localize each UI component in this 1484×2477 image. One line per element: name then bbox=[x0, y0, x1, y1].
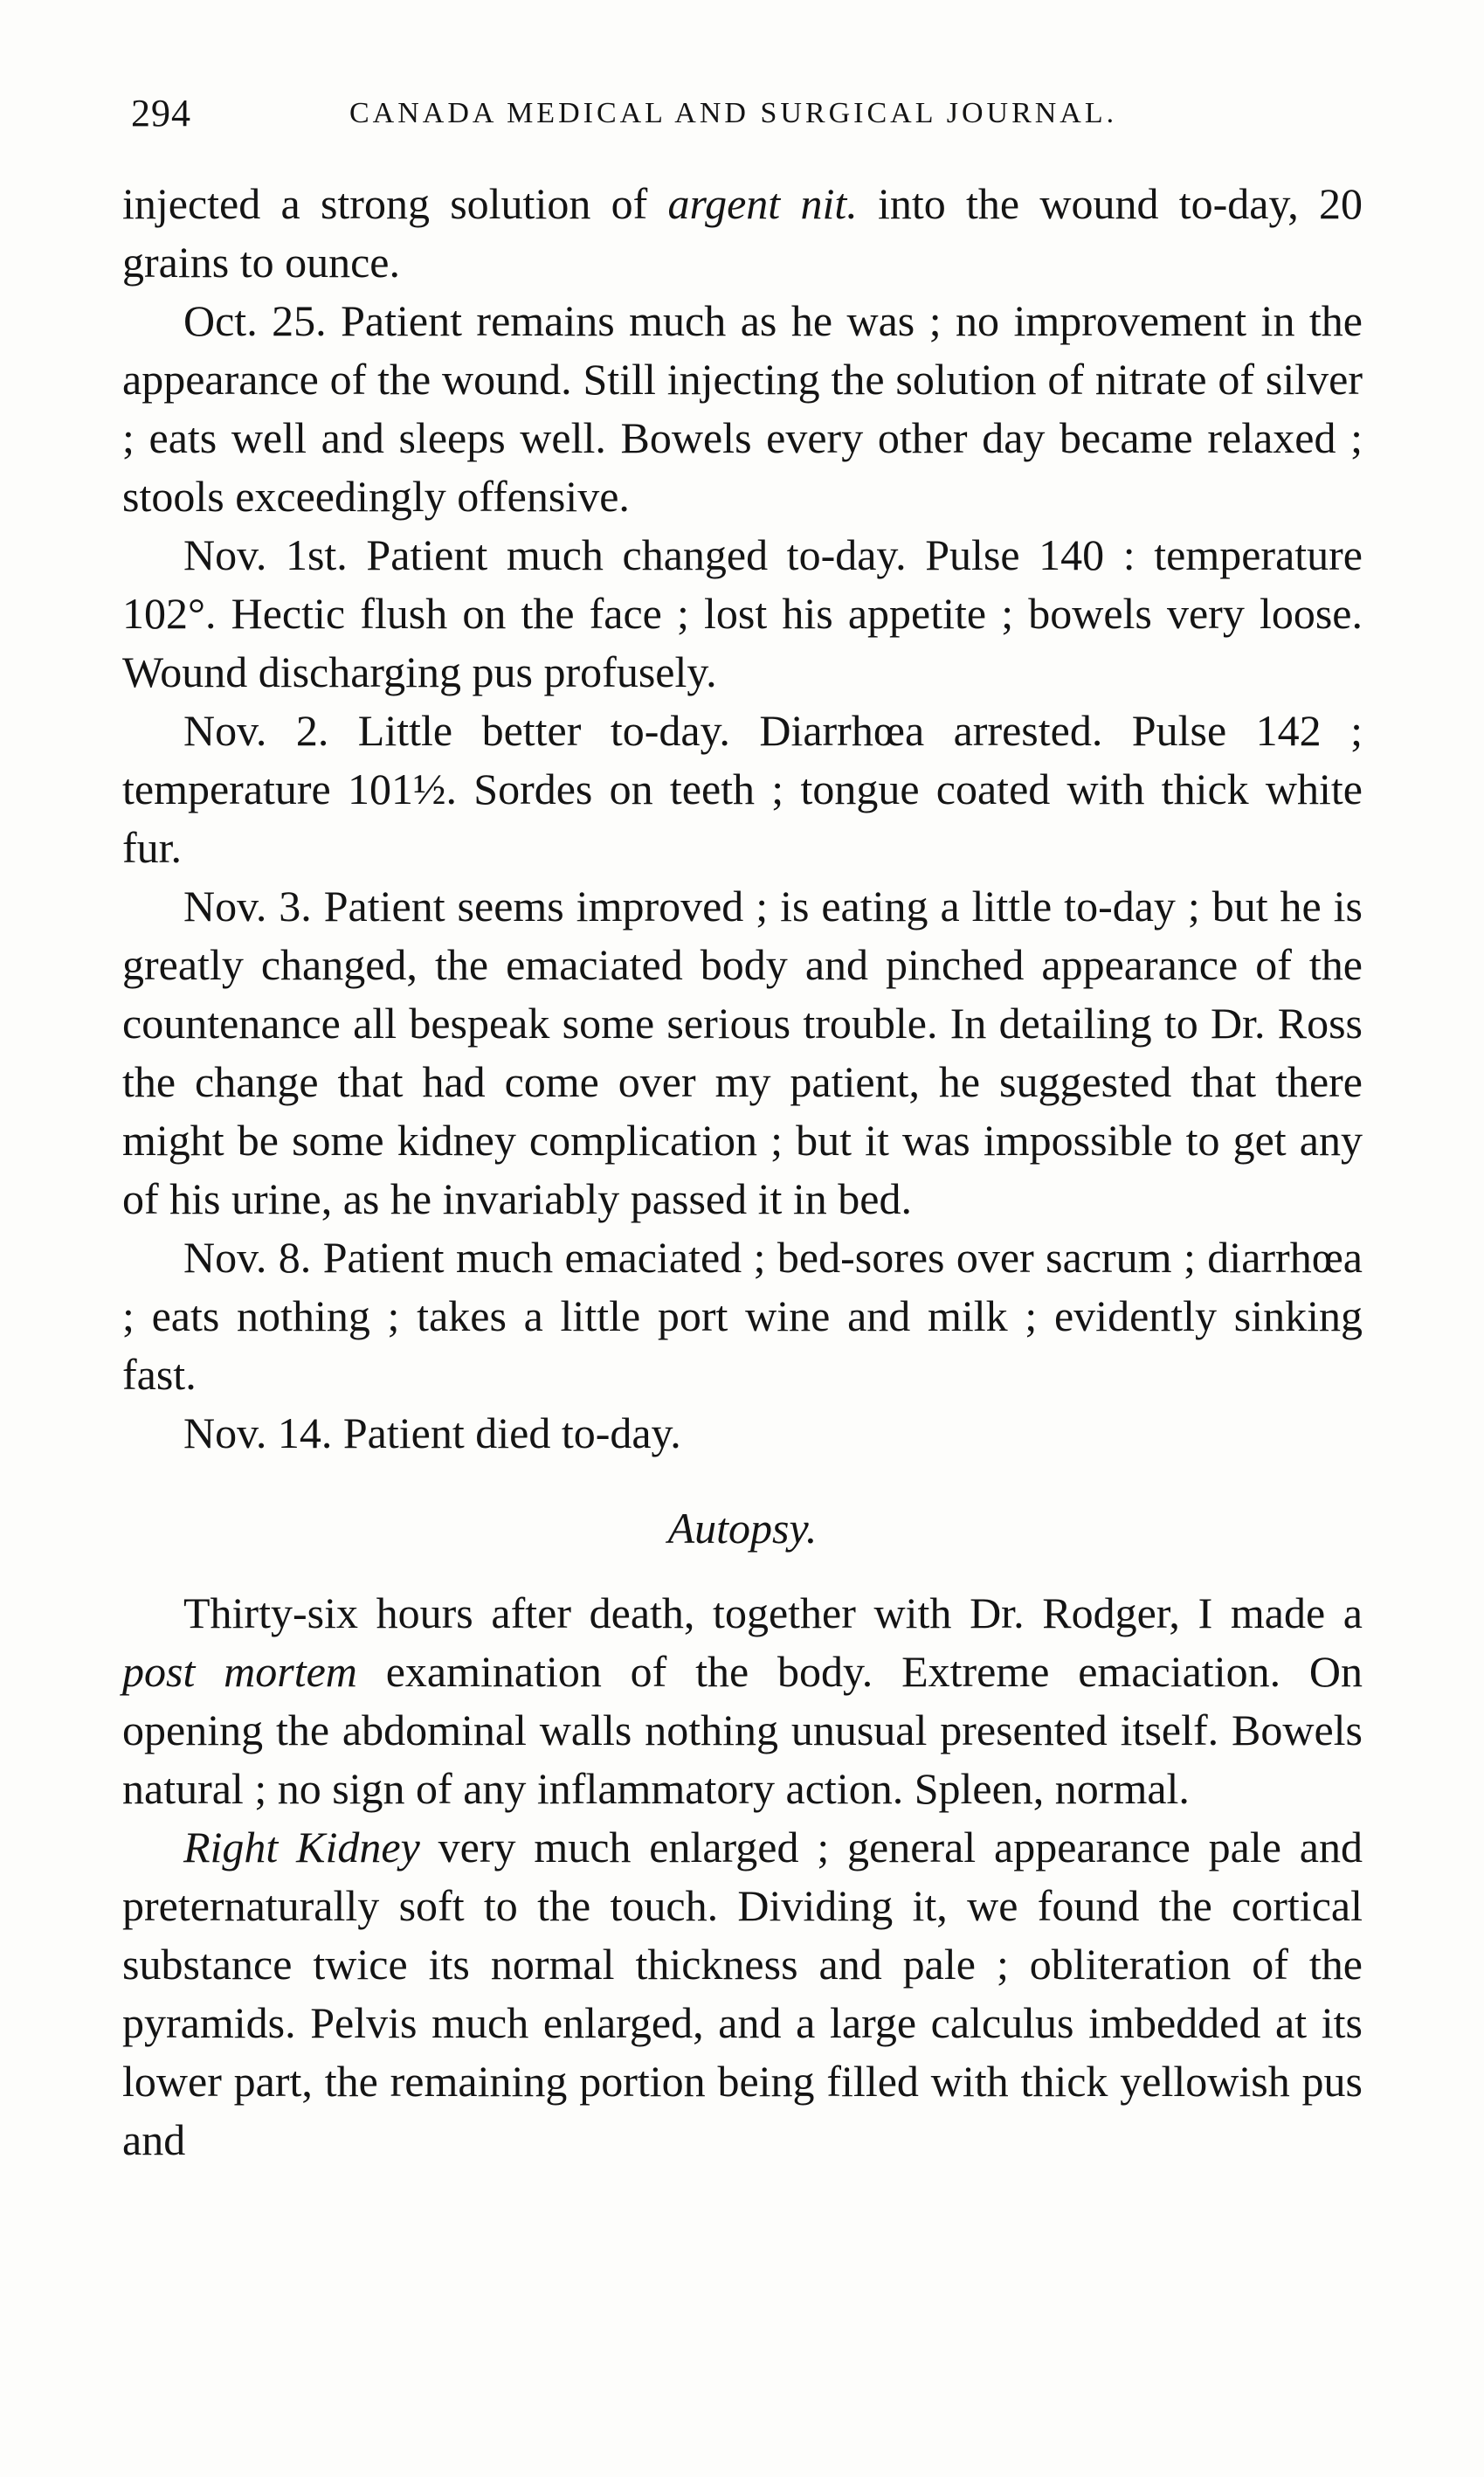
autopsy-intro-rest: examination of the body. Extreme emaciation. On opening the abdominal walls nothing unusual presented itself. Bowels natural ; no sign of any inflammatory action. Spleen, normal. bbox=[122, 1647, 1363, 1813]
paragraph-oct-25: Oct. 25. Patient remains much as he was ; no improvement in the appearance of the wound. Still injecting the solution of nitrate of silver ; eats well and sleeps well. Bowels every other day became relaxed ; stools exceedingly offensive. bbox=[122, 296, 1363, 521]
post-mortem-italic: post mortem bbox=[122, 1647, 357, 1696]
autopsy-intro-lead: Thirty-six hours after death, together with Dr. Rodger, I made a bbox=[183, 1588, 1363, 1637]
paragraph-nov-1: Nov. 1st. Patient much changed to-day. Pulse 140 : temperature 102°. Hectic flush on the face ; lost his appetite ; bowels very loose. Wound discharging pus profusely. bbox=[122, 530, 1363, 696]
body-text bbox=[122, 175, 1363, 2169]
paragraph-injection-lead: injected a strong solution of bbox=[122, 179, 668, 228]
section-heading-autopsy: Autopsy. bbox=[667, 1504, 818, 1553]
paragraph-nov-14: Nov. 14. Patient died to-day. bbox=[183, 1408, 681, 1457]
paragraph-autopsy-intro bbox=[122, 1584, 1363, 1818]
paragraph-right-kidney bbox=[122, 1818, 1363, 2169]
right-kidney-rest: very much enlarged ; general appearance pale and preternaturally soft to the touch. Dividing it, we found the cortical substance twice its normal thickness and pale ; obliteration of the pyramids. Pelvis much enlarged, and a large calculus imbedded at its lower part, the remaining portion being filled with thick yellowish pus and bbox=[122, 1823, 1363, 2164]
paragraph-injection-rest: into the wound to-day, 20 grains to ounce. bbox=[122, 179, 1363, 287]
paragraph-nov-3: Nov. 3. Patient seems improved ; is eating a little to-day ; but he is greatly changed, the emaciated body and pinched appearance of the countenance all bespeak some serious trouble. In detailing to Dr. Ross the change that had come over my patient, he suggested that there might be some kidney complication ; but it was impossible to get any of his urine, as he invariably passed it in bed. bbox=[122, 882, 1363, 1223]
right-kidney-italic: Right Kidney bbox=[183, 1823, 420, 1872]
paragraph-nov-2: Nov. 2. Little better to-day. Diarrhœa arrested. Pulse 142 ; temperature 101½. Sordes on teeth ; tongue coated with thick white fur. bbox=[122, 706, 1363, 872]
paragraph-nov-8: Nov. 8. Patient much emaciated ; bed-sores over sacrum ; diarrhœa ; eats nothing ; takes a little port wine and milk ; evidently sinking fast. bbox=[122, 1233, 1363, 1399]
journal-title: CANADA MEDICAL AND SURGICAL JOURNAL. bbox=[349, 97, 1118, 129]
drug-name-italic: argent nit. bbox=[667, 179, 858, 228]
page-number: 294 bbox=[131, 92, 191, 135]
paragraph-injection bbox=[122, 175, 1363, 292]
running-head bbox=[131, 87, 1398, 140]
